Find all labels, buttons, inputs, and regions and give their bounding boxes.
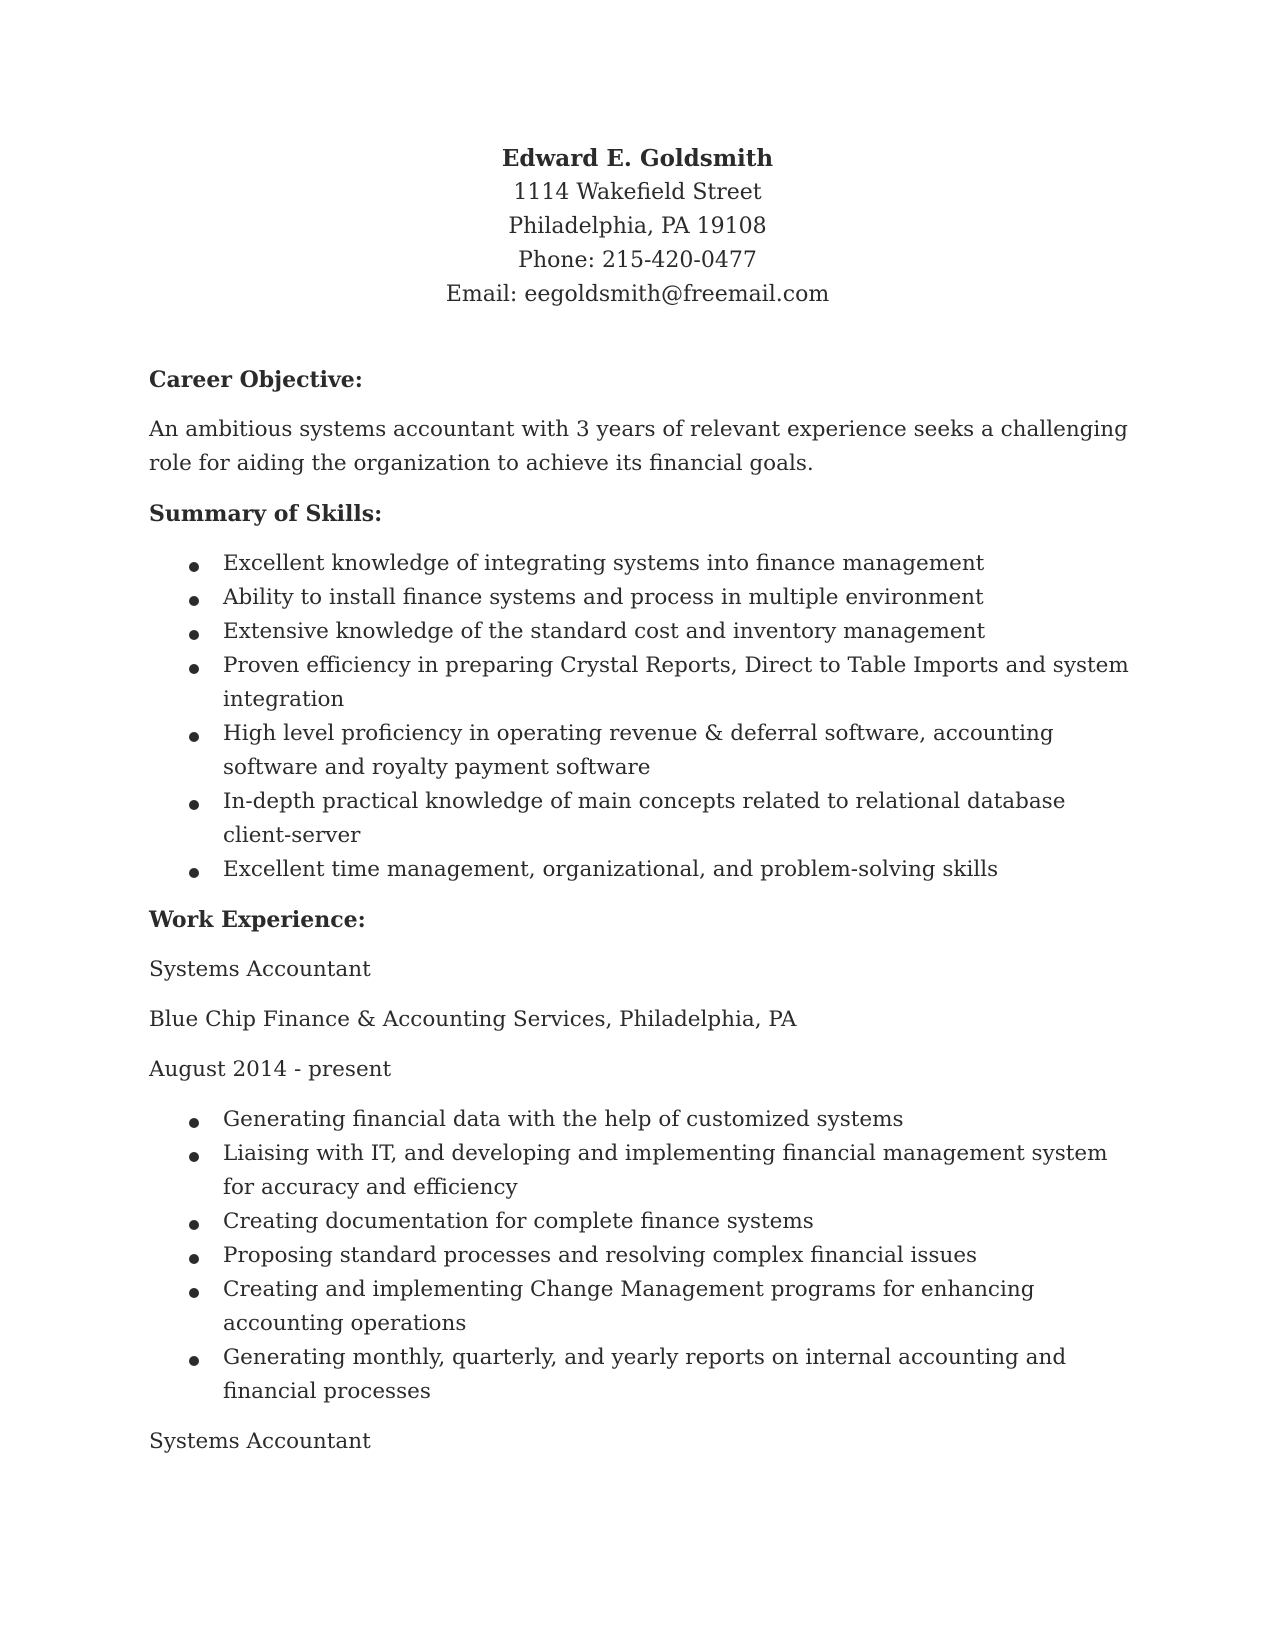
email-line: Email: eegoldsmith@freemail.com — [445, 282, 830, 307]
job-title: Systems Accountant — [149, 957, 371, 982]
work-heading: Work Experience: — [149, 907, 366, 933]
list-item: Generating monthly, quarterly, and yearly reports on internal accounting and financial processes — [149, 1341, 1129, 1409]
resume-body — [149, 363, 1129, 1459]
bullet-icon — [189, 800, 199, 810]
list-item: In-depth practical knowledge of main concepts related to relational database client-server — [149, 785, 1129, 853]
list-item: Ability to install finance systems and process in multiple environment — [149, 581, 1129, 615]
list-item: Creating and implementing Change Management programs for enhancing accounting operations — [149, 1273, 1129, 1341]
bullet-icon — [189, 1288, 199, 1298]
phone-line: Phone: 215-420-0477 — [518, 248, 757, 273]
bullet-icon — [189, 1220, 199, 1230]
job-company: Blue Chip Finance & Accounting Services, Philadelphia, PA — [149, 1007, 797, 1032]
bullet-icon — [189, 630, 199, 640]
bullet-icon — [189, 1152, 199, 1162]
address-line-2: Philadelphia, PA 19108 — [508, 214, 767, 239]
list-item: Liaising with IT, and developing and implementing financial management system for accuracy and efficiency — [149, 1137, 1129, 1205]
list-item: Creating documentation for complete finance systems — [149, 1205, 1129, 1239]
bullet-icon — [189, 1118, 199, 1128]
list-item: Extensive knowledge of the standard cost and inventory management — [149, 615, 1129, 649]
bullet-icon — [189, 664, 199, 674]
list-item: Proven efficiency in preparing Crystal Reports, Direct to Table Imports and system integration — [149, 649, 1129, 717]
contact-header — [0, 142, 1275, 312]
bullet-icon — [189, 1254, 199, 1264]
address-line-1: 1114 Wakefield Street — [513, 180, 762, 205]
bullet-icon — [189, 596, 199, 606]
candidate-name: Edward E. Goldsmith — [501, 145, 774, 172]
bullet-icon — [189, 732, 199, 742]
bullet-icon — [189, 868, 199, 878]
job-title: Systems Accountant — [149, 1429, 371, 1454]
bullet-icon — [189, 1356, 199, 1366]
job-duties-list — [149, 1103, 1129, 1409]
list-item: Proposing standard processes and resolving complex financial issues — [149, 1239, 1129, 1273]
list-item: High level proficiency in operating revenue & deferral software, accounting software and royalty payment software — [149, 717, 1129, 785]
skills-heading: Summary of Skills: — [149, 501, 383, 527]
list-item: Excellent knowledge of integrating systems into finance management — [149, 547, 1129, 581]
objective-heading: Career Objective: — [149, 367, 363, 393]
skills-list — [149, 547, 1129, 887]
bullet-icon — [189, 562, 199, 572]
objective-text: An ambitious systems accountant with 3 years of relevant experience seeks a challenging role for aiding the organization to achieve its financial goals. — [149, 417, 1128, 476]
list-item: Excellent time management, organizational, and problem-solving skills — [149, 853, 1129, 887]
job-dates: August 2014 - present — [149, 1057, 392, 1082]
list-item: Generating financial data with the help of customized systems — [149, 1103, 1129, 1137]
